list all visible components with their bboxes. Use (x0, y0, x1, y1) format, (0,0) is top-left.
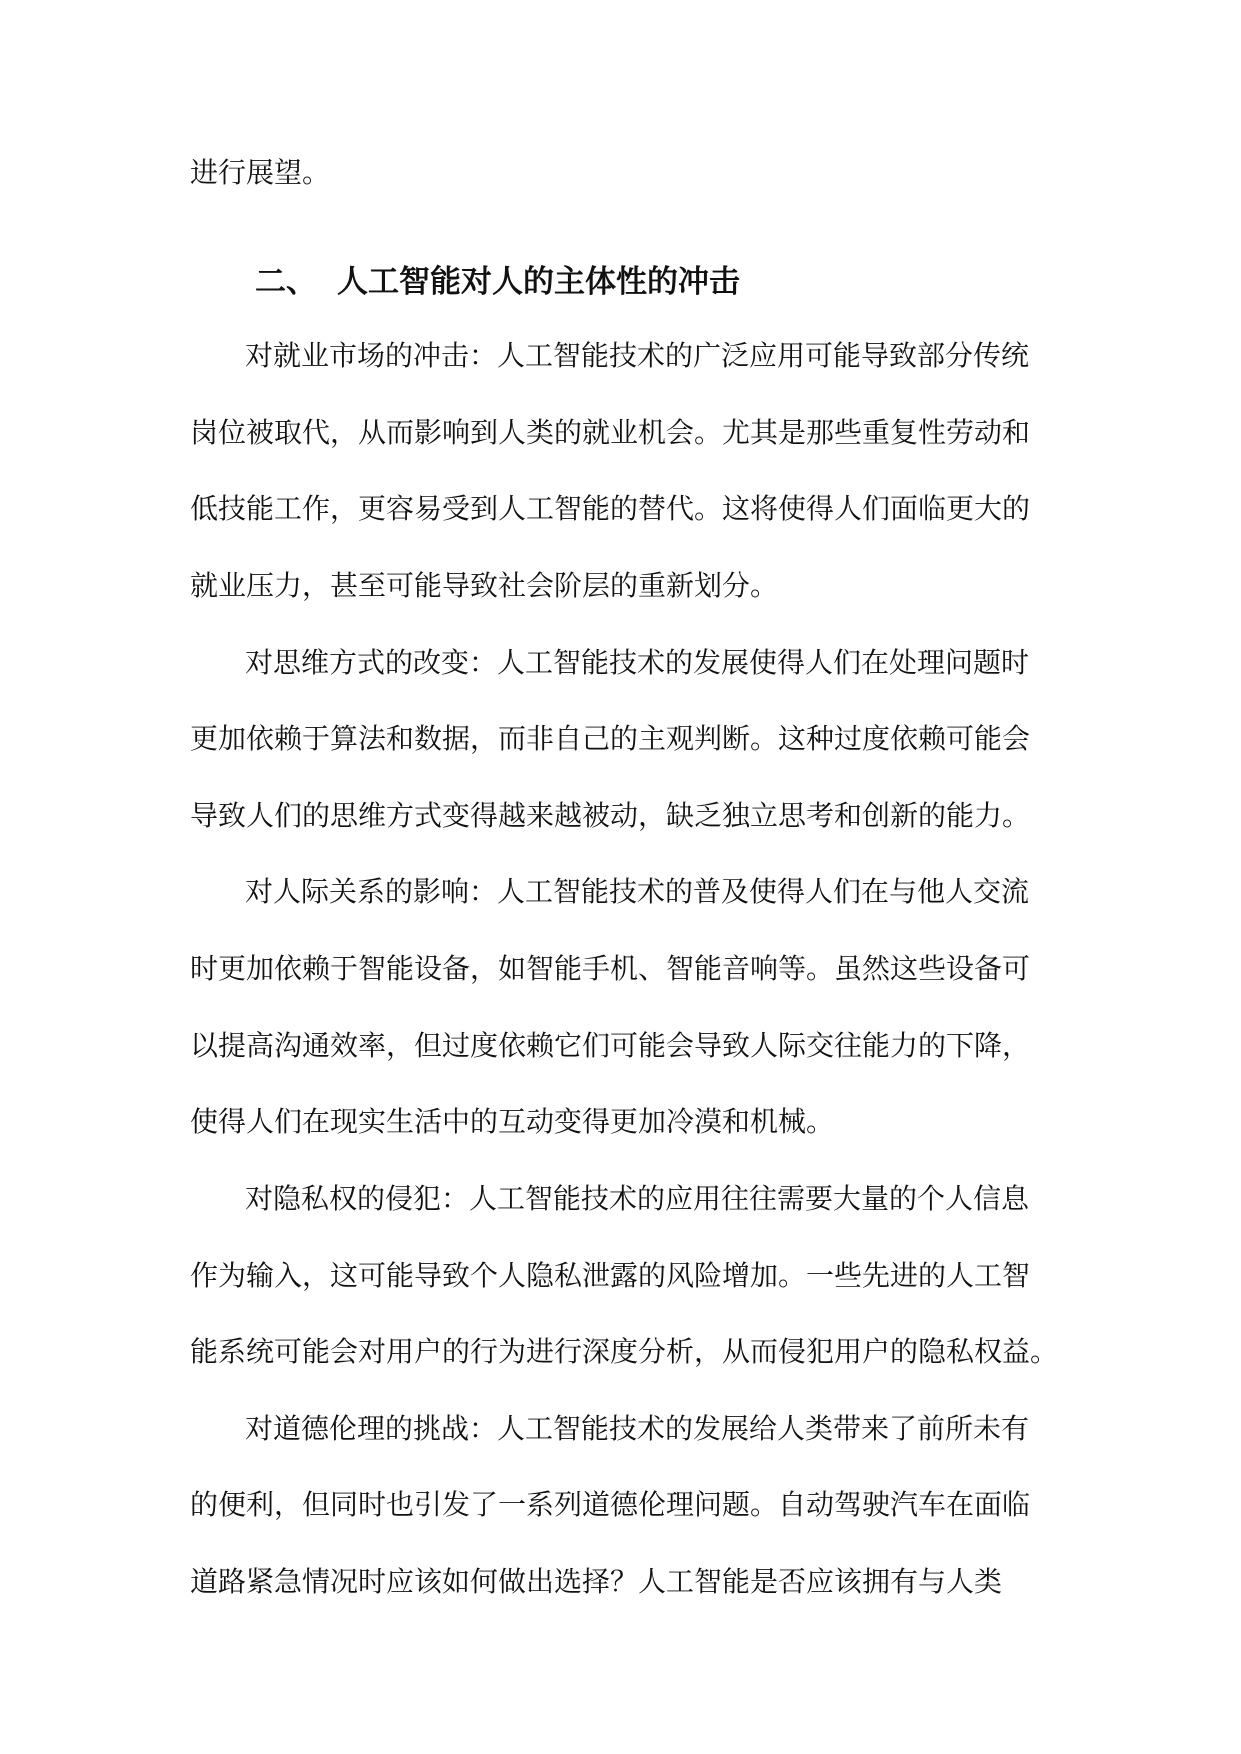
paragraph-line: 对道德伦理的挑战：人工智能技术的发展给人类带来了前所未有 (245, 1412, 1030, 1445)
paragraph-line: 使得人们在现实生活中的互动变得更加冷漠和机械。 (190, 1105, 835, 1138)
paragraph-line: 道路紧急情况时应该如何做出选择？人工智能是否应该拥有与人类 (190, 1565, 1003, 1598)
paragraph-line: 进行展望。 (190, 156, 331, 189)
paragraph-line: 对隐私权的侵犯：人工智能技术的应用往往需要大量的个人信息 (245, 1182, 1030, 1215)
section-heading (255, 262, 740, 302)
paragraph-line: 时更加依赖于智能设备，如智能手机、智能音响等。虽然这些设备可 (190, 952, 1031, 985)
paragraph-line: 对思维方式的改变：人工智能技术的发展使得人们在处理问题时 (245, 646, 1030, 679)
paragraph-line: 低技能工作，更容易受到人工智能的替代。这将使得人们面临更大的 (190, 492, 1031, 525)
paragraph-line: 的便利，但同时也引发了一系列道德伦理问题。自动驾驶汽车在面临 (190, 1488, 1031, 1521)
paragraph-line: 能系统可能会对用户的行为进行深度分析，从而侵犯用户的隐私权益。 (190, 1335, 1059, 1368)
paragraph-line: 作为输入，这可能导致个人隐私泄露的风险增加。一些先进的人工智 (190, 1259, 1031, 1292)
paragraph-line: 就业压力，甚至可能导致社会阶层的重新划分。 (190, 569, 779, 602)
paragraph-line: 岗位被取代，从而影响到人类的就业机会。尤其是那些重复性劳动和 (190, 416, 1031, 449)
paragraph-line: 对人际关系的影响：人工智能技术的普及使得人们在与他人交流 (245, 875, 1030, 908)
paragraph-line: 更加依赖于算法和数据，而非自己的主观判断。这种过度依赖可能会 (190, 722, 1031, 755)
paragraph-line: 导致人们的思维方式变得越来越被动，缺乏独立思考和创新的能力。 (190, 799, 1031, 832)
paragraph-line: 以提高沟通效率，但过度依赖它们可能会导致人际交往能力的下降， (190, 1029, 1031, 1062)
section-title: 人工智能对人的主体性的冲击 (337, 264, 740, 300)
paragraph-line: 对就业市场的冲击：人工智能技术的广泛应用可能导致部分传统 (245, 339, 1030, 372)
section-number: 二、 (255, 264, 317, 300)
